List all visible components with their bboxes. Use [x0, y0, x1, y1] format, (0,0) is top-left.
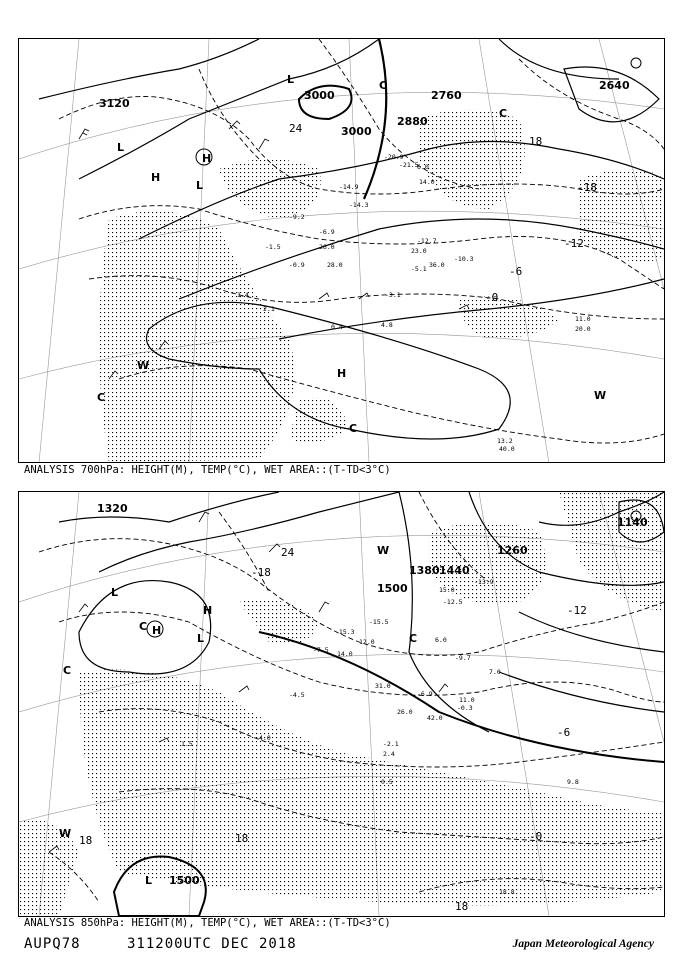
station-value: -10.3: [454, 255, 474, 263]
station-value: -4.5: [289, 691, 305, 699]
chart-code: AUPQ78: [24, 936, 81, 952]
warm-center-symbol: W: [59, 827, 72, 840]
station-value: -5.1: [411, 265, 427, 273]
station-value: 6.0: [435, 636, 447, 644]
low-center-symbol: L: [145, 874, 153, 887]
station-value: 15.0: [439, 586, 455, 594]
station-value: -15.5: [369, 618, 389, 626]
panel-caption-700hpa: ANALYSIS 700hPa: HEIGHT(M), TEMP(°C), WET AREA::(T-TD<3°C): [24, 464, 391, 476]
wet-area-850: [19, 492, 664, 916]
station-value: 14.0: [337, 650, 353, 658]
high-center-symbol: H: [202, 152, 212, 165]
station-value: -6.9: [319, 228, 335, 236]
station-value: 4.0: [259, 734, 271, 742]
station-value: 0.4: [331, 323, 343, 331]
station-value: 26.0: [319, 243, 335, 251]
station-value: -3.1: [385, 291, 401, 299]
station-value: -21.5: [399, 161, 419, 169]
station-value: 9.8: [567, 778, 579, 786]
agency-credit: Japan Meteorological Agency: [512, 938, 654, 950]
height-label: 1380: [409, 564, 440, 577]
station-value: 11.0: [459, 696, 475, 704]
height-label: 1320: [97, 502, 128, 515]
cold-center-symbol: C: [139, 620, 148, 633]
station-value: -14.3: [349, 201, 369, 209]
high-center-symbol: H: [337, 367, 347, 380]
low-center-symbol: L: [111, 586, 119, 599]
station-value: -13.9: [474, 578, 494, 586]
station-value: -0.3: [457, 704, 473, 712]
station-value: 6.0: [417, 163, 429, 171]
cold-center-symbol: C: [63, 664, 72, 677]
station-value: 1.4: [237, 291, 249, 299]
station-value: -1.5: [265, 243, 281, 251]
station-value: 26.0: [397, 708, 413, 716]
station-value: 0.5: [381, 778, 393, 786]
station-value: 42.0: [427, 714, 443, 722]
isotherm-label: 18: [455, 900, 469, 913]
height-label: 1500: [377, 582, 408, 595]
station-value: -12.5: [443, 598, 463, 606]
cold-center-symbol: C: [409, 632, 418, 645]
height-label: 2880: [397, 115, 428, 128]
station-value: -0.9: [289, 261, 305, 269]
station-value: 4.8: [381, 321, 393, 329]
cold-center-symbol: C: [97, 391, 106, 404]
station-value: -9.7: [455, 654, 471, 662]
wet-area-700: [99, 109, 664, 463]
isotherm-label: -18: [577, 181, 597, 194]
high-center-symbol: H: [151, 171, 161, 184]
cold-center-symbol: C: [379, 79, 388, 92]
isotherm-label: -18: [251, 566, 271, 579]
high-center-symbol: H: [203, 604, 213, 617]
cold-center-symbol: C: [499, 107, 508, 120]
station-value: 1.5: [181, 740, 193, 748]
cold-center-symbol: C: [349, 422, 358, 435]
low-center-symbol: L: [196, 179, 204, 192]
isotherm-label: -0: [529, 830, 543, 843]
station-value: -14.9: [339, 183, 359, 191]
station-value: -20.9: [384, 153, 404, 161]
low-center-symbol: L: [197, 632, 205, 645]
map-700hpa-chart: [19, 39, 664, 463]
height-label: 1140: [617, 516, 648, 529]
map-panel-700hpa: [18, 38, 665, 463]
map-850hpa-chart: [19, 492, 664, 916]
panel-caption-850hpa: ANALYSIS 850hPa: HEIGHT(M), TEMP(°C), WET AREA::(T-TD<3°C): [24, 917, 391, 929]
station-value: 36.0: [429, 261, 445, 269]
station-value: 31.0: [375, 682, 391, 690]
isotherm-label: 18: [529, 135, 543, 148]
warm-center-symbol: W: [594, 389, 607, 402]
height-label: 1440: [439, 564, 470, 577]
height-label: 3000: [304, 89, 335, 102]
valid-time: 311200UTC DEC 2018: [127, 936, 297, 952]
station-value: 28.0: [327, 261, 343, 269]
station-value: -12.7: [417, 237, 437, 245]
station-value: 2.1: [263, 305, 275, 313]
station-value: -9.2: [289, 213, 305, 221]
height-label: 2760: [431, 89, 462, 102]
station-value: 11.0: [575, 315, 591, 323]
station-value: 7.0: [489, 668, 501, 676]
height-label: 1260: [497, 544, 528, 557]
station-value: 23.0: [411, 247, 427, 255]
station-value: 13.2: [497, 437, 513, 445]
height-label: 3120: [99, 97, 130, 110]
station-value: -6.9: [417, 690, 433, 698]
low-center-symbol: L: [117, 141, 125, 154]
station-value: 20.0: [575, 325, 591, 333]
isotherm-label: 24: [289, 122, 303, 135]
warm-center-symbol: W: [377, 544, 390, 557]
station-value: 12.0: [359, 638, 375, 646]
isotherm-label: 18: [79, 834, 93, 847]
station-value: 2.4: [383, 750, 395, 758]
station-value: 14.0: [419, 178, 435, 186]
station-value: 40.0: [499, 445, 515, 453]
station-value: -15.3: [335, 628, 355, 636]
isotherm-label: -6: [557, 726, 571, 739]
isotherm-label: -12: [567, 604, 587, 617]
isotherm-label: -6: [509, 265, 523, 278]
low-center-symbol: L: [287, 73, 295, 86]
station-value: -7.5: [313, 646, 329, 654]
height-label: 3000: [341, 125, 372, 138]
height-label: 2640: [599, 79, 630, 92]
station-value: 18.8: [499, 888, 515, 896]
station-value: -2.1: [383, 740, 399, 748]
center-marker: [631, 58, 641, 68]
warm-center-symbol: W: [137, 359, 150, 372]
isotherm-label: -12: [564, 237, 584, 250]
high-center-symbol: H: [152, 624, 162, 637]
isotherm-label: 18: [235, 832, 249, 845]
isotherm-label: -0: [485, 291, 499, 304]
isotherm-label: 24: [281, 546, 295, 559]
map-panel-850hpa: [18, 491, 665, 917]
height-label: 1500: [169, 874, 200, 887]
height-labels-700: [99, 79, 630, 138]
